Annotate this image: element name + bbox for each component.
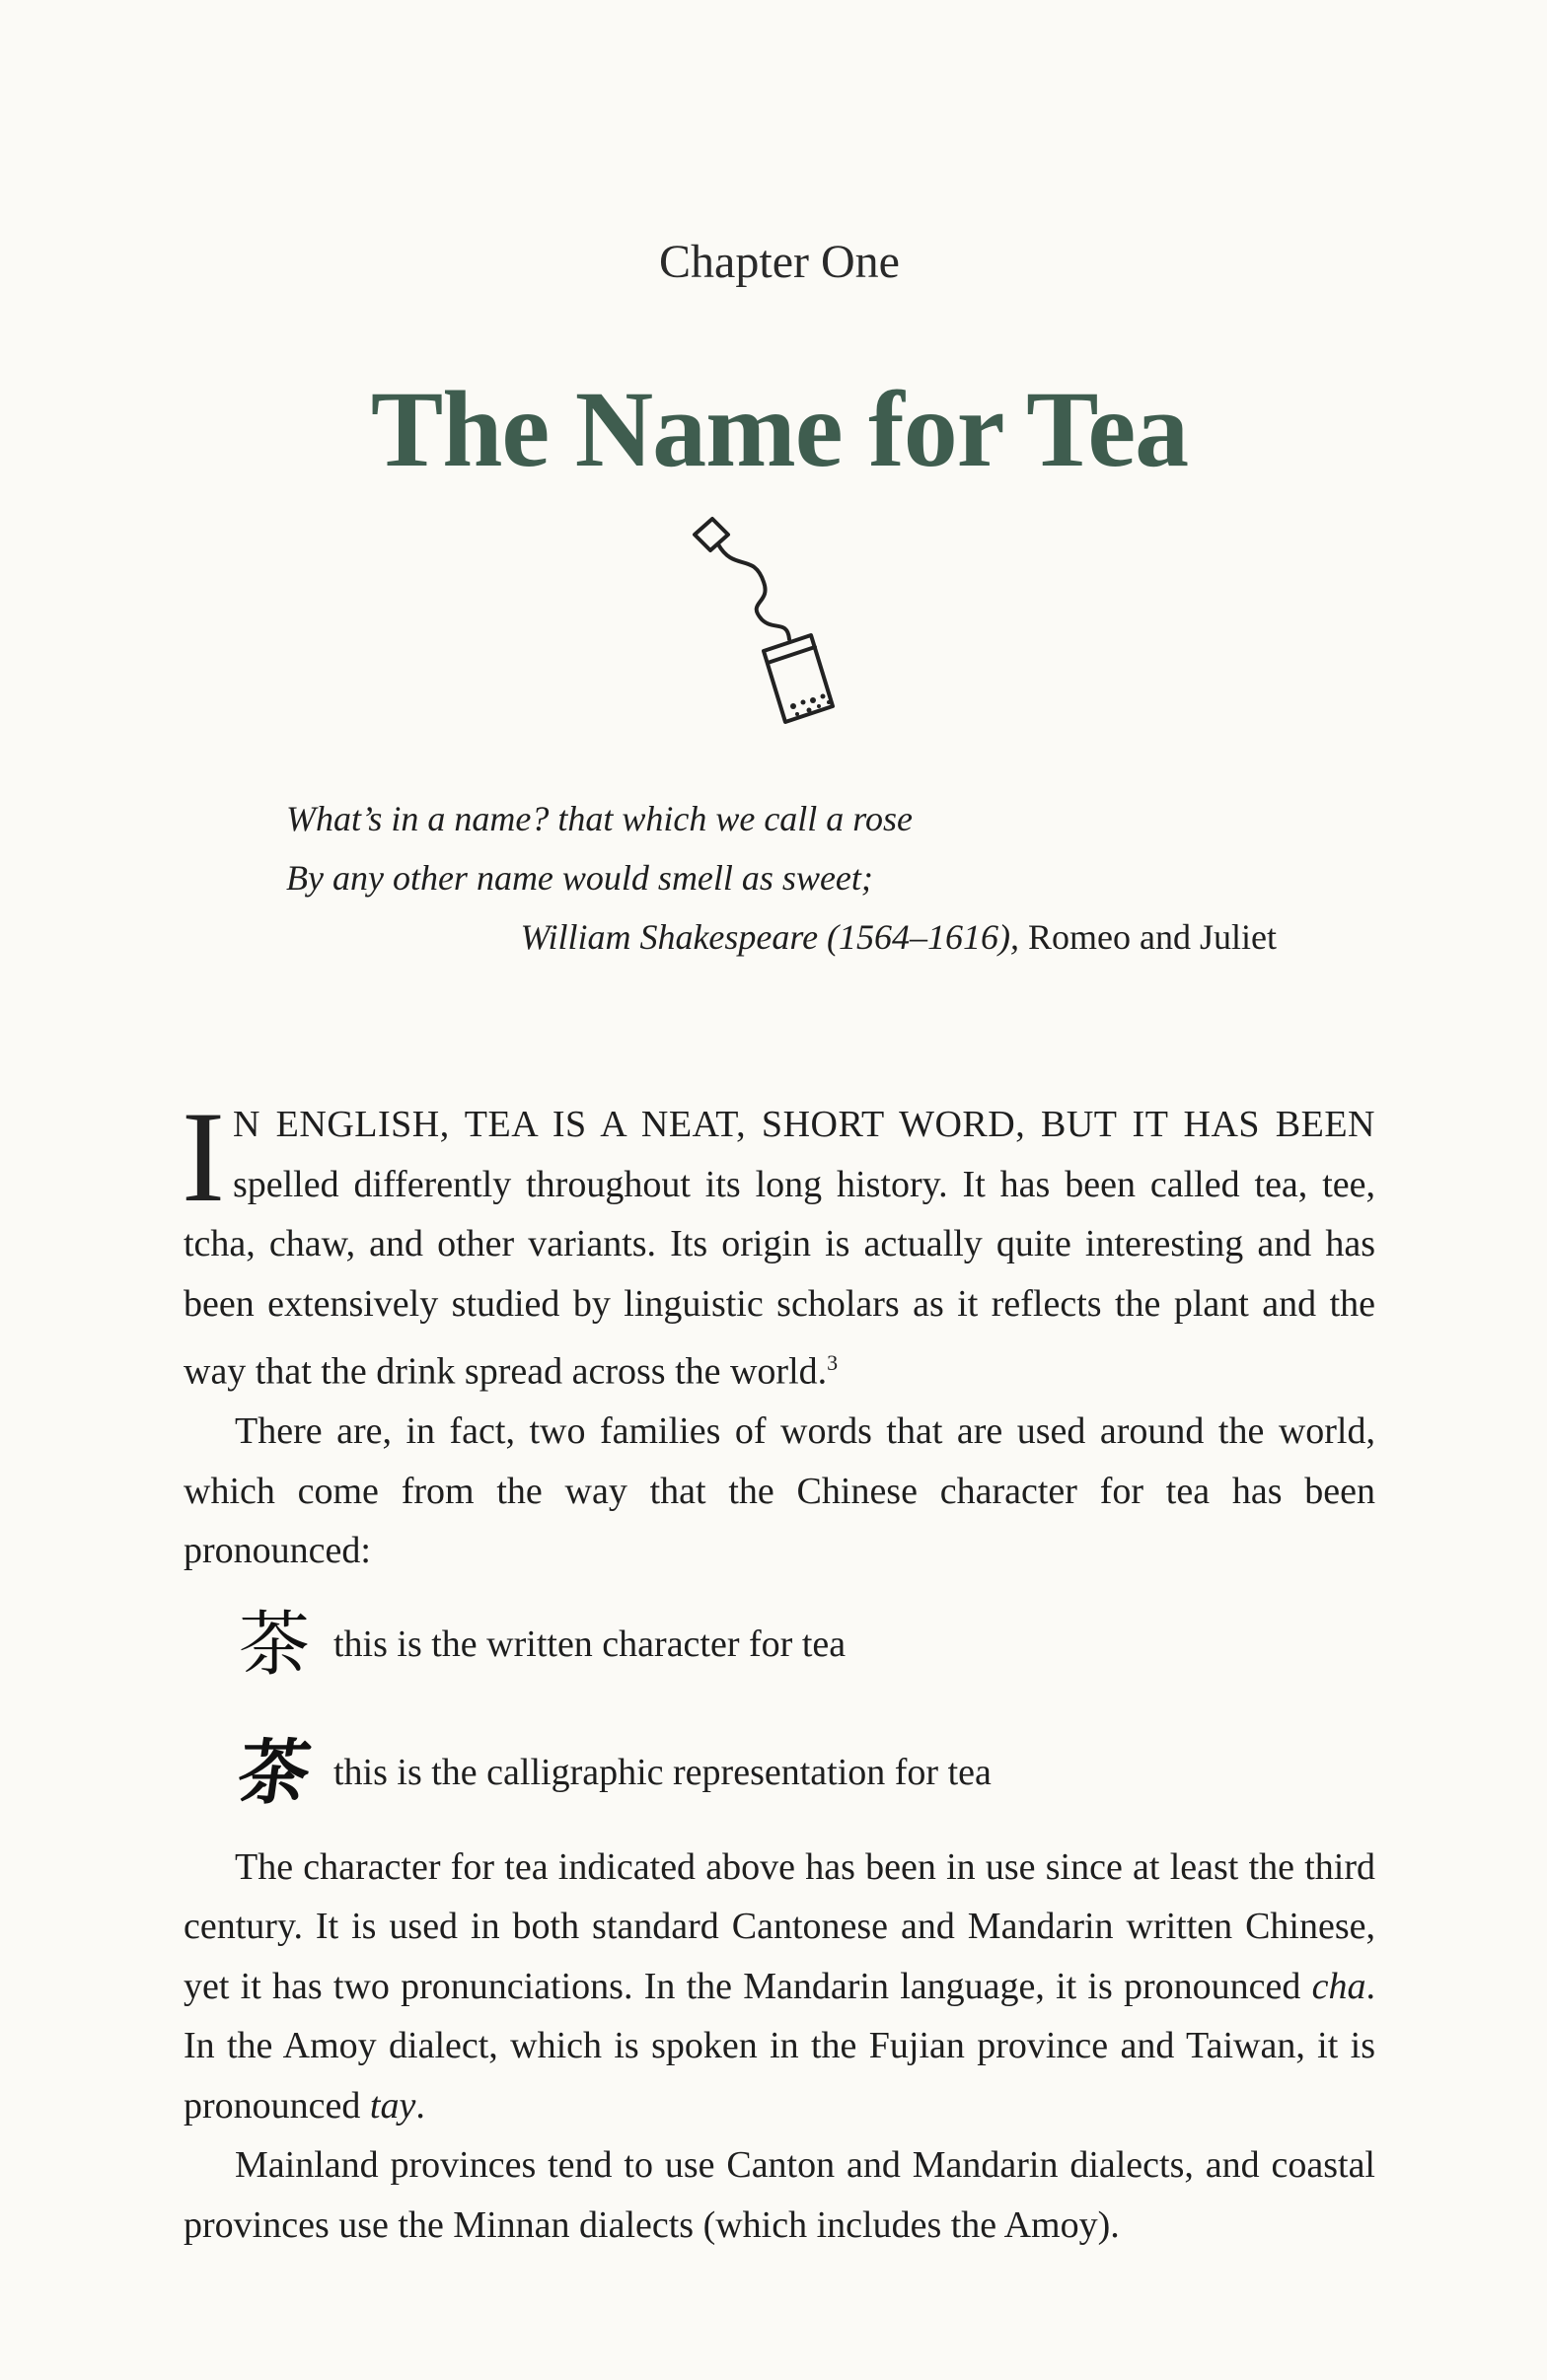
character-row-calligraphic: [233, 1709, 1375, 1838]
drop-cap: I: [182, 1084, 225, 1229]
paragraph-3-part-b: . In the Amoy dialect, which is spoken in the Fujian province and Taiwan, it is pronounced: [184, 1965, 1375, 2127]
calligraphic-character-caption: this is the calligraphic representation for tea: [333, 1752, 992, 1794]
footnote-ref: 3: [827, 1350, 839, 1375]
epigraph-line-2: By any other name would smell as sweet;: [286, 858, 873, 898]
chapter-label: Chapter One: [659, 236, 900, 288]
paragraph-3-part-a: The character for tea indicated above has been in use since at least the third century. It is used in both standard Cantonese and Mandarin written Chinese, yet it has two pronunciations. In the Mandarin language, it is pronounced: [184, 1845, 1375, 2007]
paragraph-4: Mainland provinces tend to use Canton and Mandarin dialects, and coastal provinces use the Minnan dialects (which includes the Amoy).: [184, 2144, 1375, 2246]
paragraph-1-text: spelled differently throughout its long history. It has been called tea, tee, tcha, chaw, and other variants. Its origin is actually quite interesting and has been extensively studied by linguistic scholars as it reflects the plant and the way that the drink spread across the world.: [184, 1163, 1375, 1393]
tea-character-calligraphic: 茶: [233, 1731, 316, 1815]
epigraph-line-1: What’s in a name? that which we call a rose: [286, 799, 913, 838]
character-row-written: [239, 1581, 1375, 1709]
teabag-icon: [685, 513, 862, 730]
epigraph-work: Romeo and Juliet: [1028, 917, 1277, 957]
chapter-title: The Name for Tea: [370, 369, 1189, 489]
epigraph-author: William Shakespeare (1564–1616),: [520, 917, 1020, 957]
word-tay: tay: [369, 2084, 416, 2127]
paragraph-3: [184, 1838, 1375, 2136]
epigraph: [286, 789, 1277, 967]
opening-caps: N ENGLISH, TEA IS A NEAT, SHORT WORD, BUT IT HAS BEEN: [232, 1104, 1375, 1145]
paragraph-2: There are, in fact, two families of words that are used around the world, which come from the way that the Chinese character for tea has been pronounced:: [184, 1410, 1375, 1572]
body-text: [182, 1084, 1375, 2255]
word-cha: cha: [1311, 1965, 1366, 2007]
paragraph-1: [182, 1084, 1375, 1402]
written-character-caption: this is the written character for tea: [333, 1623, 847, 1666]
epigraph-attribution: [286, 907, 1277, 967]
tea-character-written: 茶: [239, 1603, 311, 1687]
paragraph-3-part-c: .: [415, 2084, 425, 2127]
